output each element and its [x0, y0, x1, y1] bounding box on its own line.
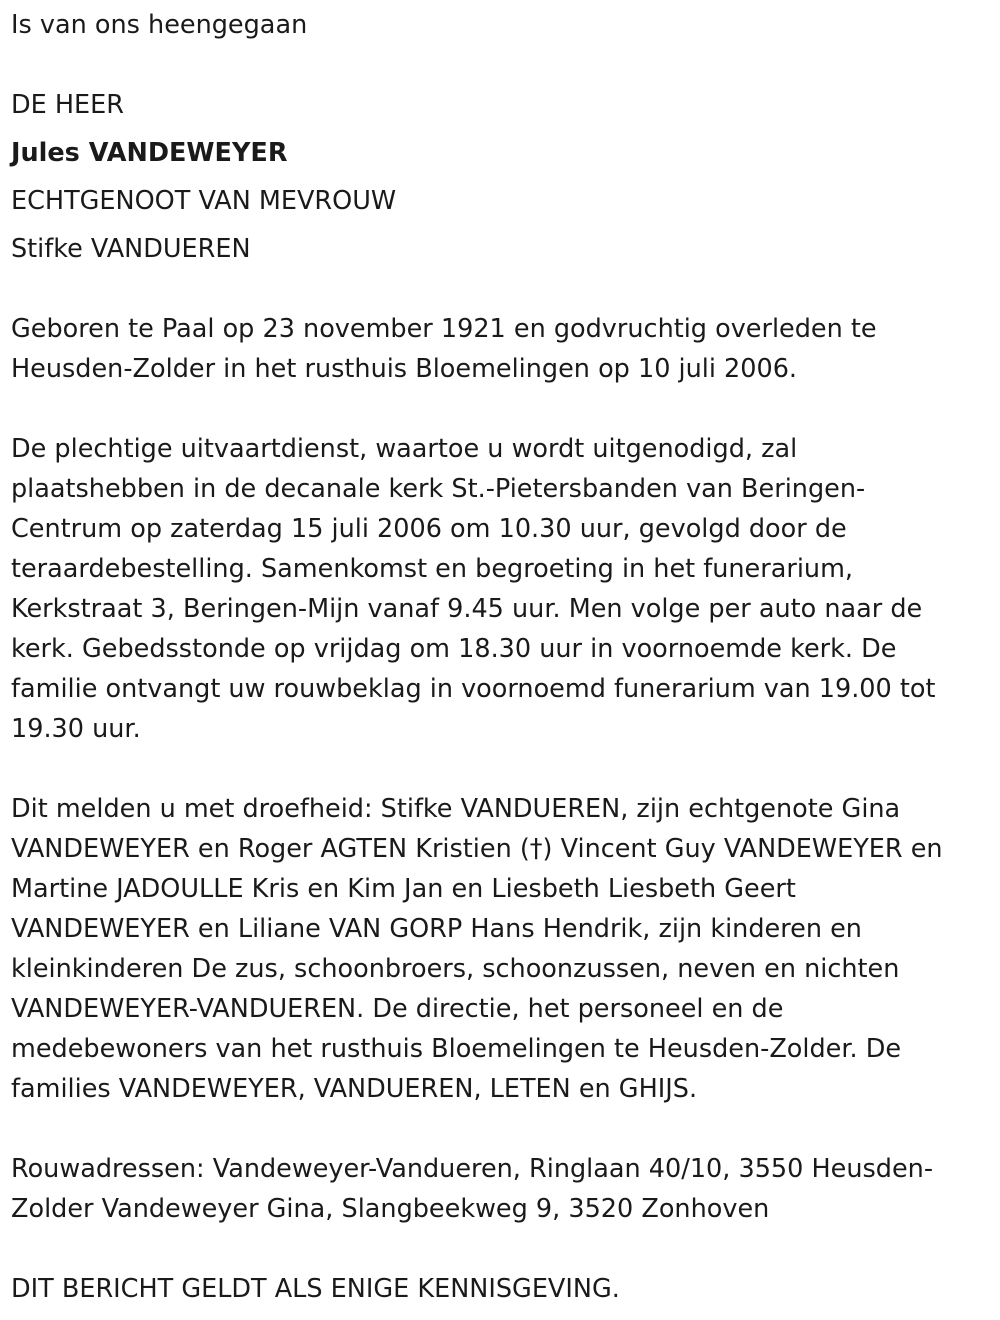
paragraph-line: VANDEWEYER en Roger AGTEN Kristien (†) Vincent Guy VANDEWEYER en: [11, 834, 943, 864]
paragraph-line: kleinkinderen De zus, schoonbroers, schoonzussen, neven en nichten: [11, 954, 900, 984]
spouse-prefix: ECHTGENOOT VAN MEVROUW: [11, 186, 397, 216]
paragraph-line: kerk. Gebedsstonde op vrijdag om 18.30 uur in voornoemde kerk. De: [11, 634, 897, 664]
paragraph-line: 19.30 uur.: [11, 714, 141, 744]
deceased-name: Jules VANDEWEYER: [11, 138, 288, 168]
paragraph-line: Centrum op zaterdag 15 juli 2006 om 10.30 uur, gevolgd door de: [11, 514, 847, 544]
paragraph-line: De plechtige uitvaartdienst, waartoe u wordt uitgenodigd, zal: [11, 434, 798, 464]
spouse-name: Stifke VANDUEREN: [11, 234, 251, 264]
paragraph-line: VANDEWEYER-VANDUEREN. De directie, het personeel en de: [11, 994, 784, 1024]
closing-notice: DIT BERICHT GELDT ALS ENIGE KENNISGEVING.: [11, 1274, 620, 1304]
paragraph-line: Geboren te Paal op 23 november 1921 en godvruchtig overleden te: [11, 314, 877, 344]
paragraph-line: Dit melden u met droefheid: Stifke VANDUEREN, zijn echtgenote Gina: [11, 794, 901, 824]
paragraph-line: Martine JADOULLE Kris en Kim Jan en Liesbeth Liesbeth Geert: [11, 874, 796, 904]
intro-text: Is van ons heengegaan: [11, 10, 308, 40]
paragraph-line: Kerkstraat 3, Beringen-Mijn vanaf 9.45 uur. Men volge per auto naar de: [11, 594, 923, 624]
paragraph-line: plaatshebben in de decanale kerk St.-Pietersbanden van Beringen-: [11, 474, 866, 504]
paragraph-line: medebewoners van het rusthuis Bloemelingen te Heusden-Zolder. De: [11, 1034, 902, 1064]
title-prefix: DE HEER: [11, 90, 124, 120]
paragraph-line: Heusden-Zolder in het rusthuis Bloemelingen op 10 juli 2006.: [11, 354, 798, 384]
paragraph-line: familie ontvangt uw rouwbeklag in voornoemd funerarium van 19.00 tot: [11, 674, 936, 704]
paragraph-line: teraardebestelling. Samenkomst en begroeting in het funerarium,: [11, 554, 854, 584]
paragraph-line: families VANDEWEYER, VANDUEREN, LETEN en GHIJS.: [11, 1074, 698, 1104]
paragraph-line: Rouwadressen: Vandeweyer-Vandueren, Ringlaan 40/10, 3550 Heusden-: [11, 1154, 934, 1184]
paragraph-line: VANDEWEYER en Liliane VAN GORP Hans Hendrik, zijn kinderen en: [11, 914, 862, 944]
paragraph-line: Zolder Vandeweyer Gina, Slangbeekweg 9, 3520 Zonhoven: [11, 1194, 770, 1224]
